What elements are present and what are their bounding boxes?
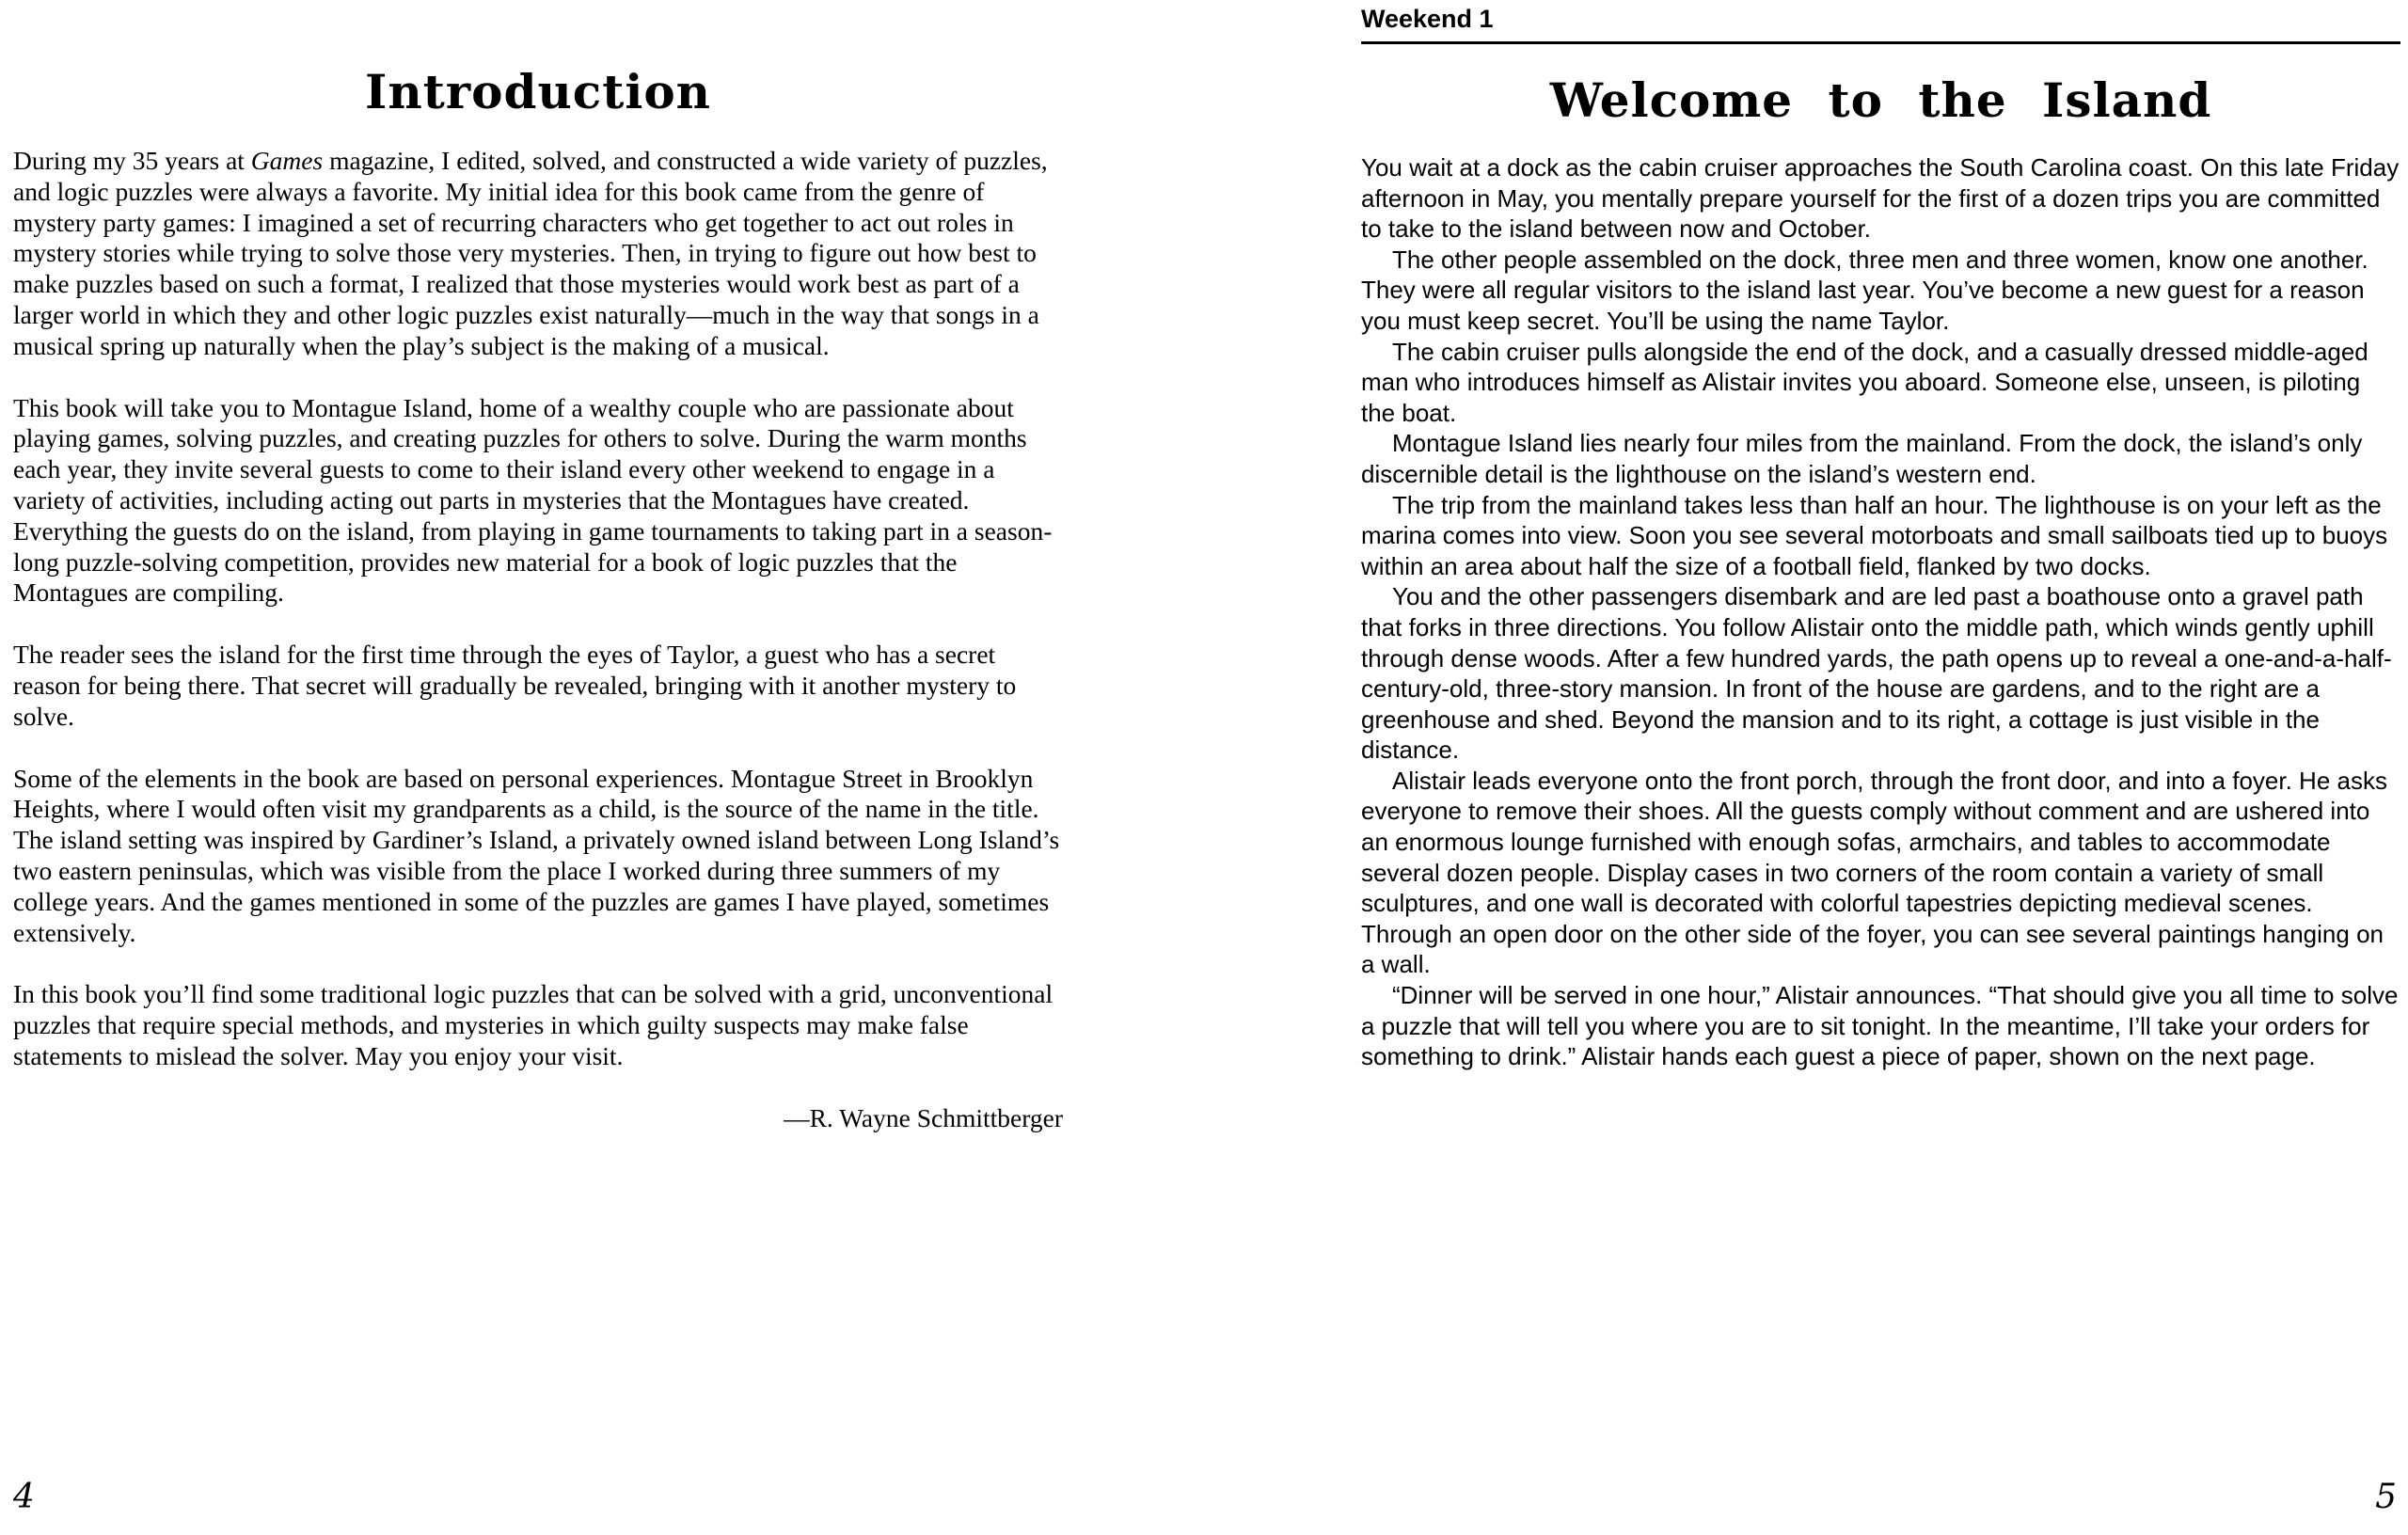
intro-paragraph: The reader sees the island for the first time through the eyes of Taylor, a guest who has a secret reason for being there. That secret will gradually be revealed, bringing with it another mystery to solve. [13, 640, 1017, 731]
games-magazine-italic: Games [250, 146, 324, 175]
story-paragraph: “Dinner will be served in one hour,” Alistair announces. “That should give you all time to solve a puzzle that will tell you where you are to sit tonight. In the meantime, I’ll take your orders for something to drink.” Alistair hands each guest a piece of paper, shown on the next page. [1361, 981, 2399, 1071]
story-paragraph: Alistair leads everyone onto the front porch, through the front door, and into a foyer. He asks everyone to remove their shoes. All the guests comply without comment and are ushered into an enormous lounge furnished with enough sofas, armchairs, and tables to accommodate several dozen people. Display cases in two corners of the room contain a variety of small sculptures, and one wall is decorated with colorful tapestries depicting medieval scenes. Through an open door on the other side of the foyer, you can see several paintings hanging on a wall. [1361, 766, 2387, 979]
story-paragraph: The cabin cruiser pulls alongside the end of the dock, and a casually dressed middle-aged man who introduces himself as Alistair invites you aboard. Someone else, unseen, is piloting the boat. [1361, 337, 2368, 427]
story-paragraph: You wait at a dock as the cabin cruiser approaches the South Carolina coast. On this late Friday afternoon in May, you mentally prepare yourself for the first of a dozen trips you are committed to take to the island between now and October. [1361, 153, 2400, 244]
intro-body [13, 146, 1063, 1134]
header-rule [1361, 41, 2400, 44]
intro-paragraph [13, 146, 1063, 362]
intro-paragraph: Some of the elements in the book are based on personal experiences. Montague Street in Brooklyn Heights, where I would often visit my grandparents as a child, is the source of the name in the title. The island setting was inspired by Gardiner’s Island, a privately owned island between Long Island’s two eastern peninsulas, which was visible from the place I worked during three summers of my college years. And the games mentioned in some of the puzzles are games I have played, sometimes extensively. [13, 763, 1060, 947]
story-paragraph: You and the other passengers disembark and are led past a boathouse onto a gravel path that forks in three directions. You follow Alistair onto the middle path, which winds gently uphill through dense woods. After a few hundred yards, the path opens up to reveal a one-and-a-half-century-old, three-story mansion. In front of the house are gardens, and to the right are a greenhouse and shed. Beyond the mansion and to its right, a cottage is just visible in the distance. [1361, 582, 2392, 765]
weekend-header: Weekend 1 [1361, 5, 1494, 33]
intro-paragraph: This book will take you to Montague Island, home of a wealthy couple who are passionate about playing games, solving puzzles, and creating puzzles for others to solve. During the warm months each year, they invite several guests to come to their island every other weekend to engage in a variety of activities, including acting out parts in mysteries that the Montagues have created. Everything the guests do on the island, from playing in game tournaments to taking part in a season-long puzzle-solving competition, provides new material for a book of logic puzzles that the Montagues are compiling. [13, 392, 1053, 608]
page-number-right: 5 [2375, 1478, 2397, 1516]
story-paragraph: Montague Island lies nearly four miles from the mainland. From the dock, the island’s only discernible detail is the lighthouse on the island’s western end. [1361, 429, 2363, 488]
right-page [1204, 0, 2408, 1535]
intro-title: Introduction [364, 64, 712, 119]
intro-paragraph-text: During my 35 years at [13, 146, 251, 175]
intro-paragraph: In this book you’ll find some traditional logic puzzles that can be solved with a grid, unconventional puzzles that require special methods, and mysteries in which guilty suspects may make false statements to mislead the solver. May you enjoy your visit. [13, 979, 1054, 1070]
intro-paragraph-text: magazine, I edited, solved, and constructed a wide variety of puzzles, and logic puzzles were always a favorite. My initial idea for this book came from the genre of mystery party games: I imagined a set of recurring characters who get together to act out roles in mystery stories while trying to solve those very mysteries. Then, in trying to figure out how best to make puzzles based on such a format, I realized that those mysteries would work best as part of a larger world in which they and other logic puzzles exist naturally—much in the way that songs in a musical spring up naturally when the play’s subject is the making of a musical. [13, 146, 1048, 360]
story-paragraph: The trip from the mainland takes less than half an hour. The lighthouse is on your left as the marina comes into view. Soon you see several motorboats and small sailboats tied up to buoys within an area about half the size of a football field, flanked by two docks. [1361, 490, 2388, 580]
chapter-body [1361, 152, 2400, 1072]
author-signature: —R. Wayne Schmittberger [784, 1102, 1063, 1132]
chapter-title: Welcome to the Island [1549, 72, 2212, 128]
page-number-left: 4 [13, 1478, 35, 1516]
story-paragraph: The other people assembled on the dock, three men and three women, know one another. They were all regular visitors to the island last year. You’ve become a new guest for a reason you must keep secret. You’ll be using the name Taylor. [1361, 245, 2368, 335]
